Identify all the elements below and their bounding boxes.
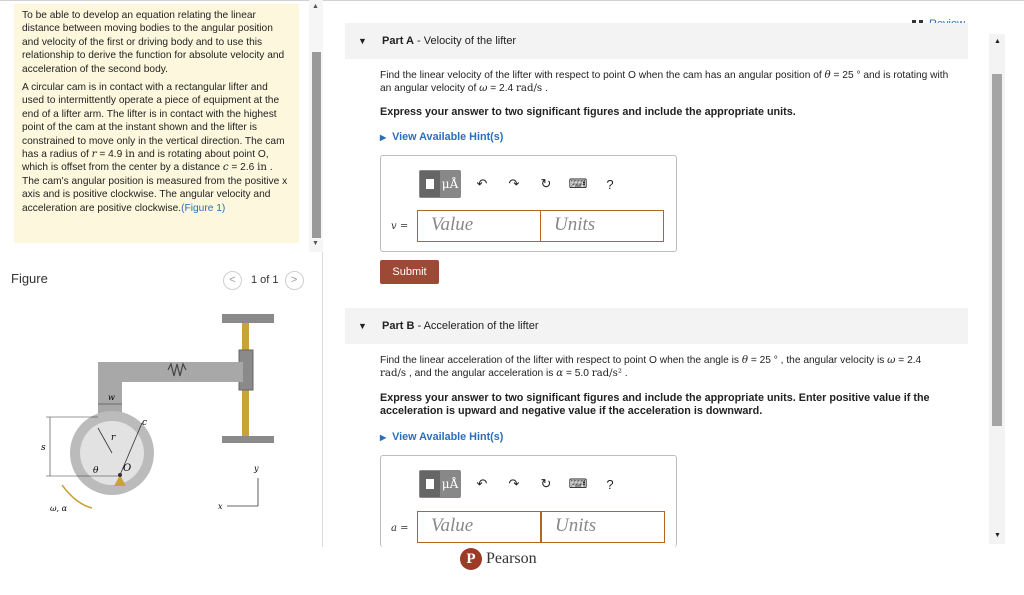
undo-icon[interactable]: ↶ bbox=[476, 476, 488, 491]
prev-figure-button[interactable]: < bbox=[223, 271, 242, 290]
templates-button[interactable]: μÅ bbox=[419, 470, 461, 498]
help-icon[interactable]: ? bbox=[606, 176, 614, 192]
templates-button[interactable]: μÅ bbox=[419, 170, 461, 198]
reset-icon[interactable]: ↻ bbox=[540, 476, 552, 491]
pearson-footer bbox=[460, 548, 537, 570]
acceleration-value-input[interactable]: Value bbox=[417, 511, 541, 543]
expand-triangle-icon: ▶ bbox=[380, 432, 387, 442]
pearson-logo-icon: P bbox=[460, 548, 482, 570]
intro-paragraph-2: A circular cam is in contact with a rectangular lifter and used to intermittently operate a piece of equipment at the end of a lifter arm. The lifter is in contact with the highest point of the cam at the instant shown and the lifter is constrained to move only in the vertical direction. The cam has a radius of r = 4.9 in and is rotating about point O, which is offset from the center by a distance c = 2.6 in . The cam's angular position is measured from the positive x axis and is positive clockwise. The angular velocity and acceleration are positive clockwise.(Figure 1) bbox=[22, 82, 288, 214]
part-b-instructions: Express your answer to two significant figures and include the appropriate units. Enter positive value if the acceleration is upward and negative value if the acceleration is downward. bbox=[380, 392, 930, 418]
cam-lifter-figure bbox=[32, 300, 282, 520]
problem-intro bbox=[14, 4, 299, 243]
collapse-caret-icon[interactable]: ▼ bbox=[358, 321, 367, 331]
scroll-up-icon[interactable]: ▲ bbox=[312, 3, 319, 10]
keyboard-icon[interactable]: ⌨ bbox=[568, 176, 588, 191]
acceleration-units-input[interactable]: Units bbox=[541, 511, 665, 543]
label-x: x bbox=[218, 502, 223, 511]
intro-scrollbar[interactable] bbox=[309, 0, 323, 252]
part-b-header[interactable]: ▼ Part B - Acceleration of the lifter bbox=[345, 308, 968, 344]
top-divider bbox=[0, 0, 1024, 1]
label-w: w bbox=[108, 393, 115, 402]
intro-paragraph-1: To be able to develop an equation relating the linear distance between moving bodies to the angular position and velocity of the first or driving body and to use this relationship to derive the function for absolute velocity and acceleration of the second body. bbox=[22, 10, 285, 75]
help-icon[interactable]: ? bbox=[606, 476, 614, 492]
bottom-guide bbox=[222, 436, 274, 443]
figure-link[interactable]: (Figure 1) bbox=[181, 202, 226, 214]
part-a-answer-box bbox=[380, 155, 677, 252]
label-c: c bbox=[142, 418, 148, 428]
scroll-up-icon[interactable]: ▲ bbox=[994, 38, 1001, 45]
pearson-brand: Pearson bbox=[486, 550, 537, 567]
scroll-down-icon[interactable]: ▼ bbox=[994, 532, 1001, 539]
undo-icon[interactable]: ↶ bbox=[476, 176, 488, 191]
velocity-units-input[interactable]: Units bbox=[540, 210, 664, 242]
label-O: O bbox=[123, 463, 132, 474]
main-scrollbar[interactable] bbox=[989, 34, 1005, 544]
part-b-question: Find the linear acceleration of the lifter with respect to point O when the angle is θ = 25 ° , the angular velocity is ω = 2.4 rad/s , and the angular acceleration is α = 5.0 rad/s² . bbox=[380, 355, 922, 380]
part-b-toolbar bbox=[419, 470, 631, 498]
redo-icon[interactable]: ↷ bbox=[508, 176, 520, 191]
label-omega-alpha: ω, α bbox=[50, 504, 68, 513]
part-a-question: Find the linear velocity of the lifter with respect to point O when the cam has an angular position of θ = 25 ° and is rotating with an angular velocity of ω = 2.4 rad/s . bbox=[380, 70, 949, 95]
part-a-hints-link[interactable]: ▶ View Available Hint(s) bbox=[380, 131, 504, 143]
lifter-body bbox=[98, 362, 122, 414]
velocity-variable-label: v = bbox=[391, 221, 409, 232]
scroll-down-icon[interactable]: ▼ bbox=[312, 240, 319, 247]
figure-page-count: 1 of 1 bbox=[251, 274, 279, 286]
label-r: r bbox=[111, 433, 116, 443]
keyboard-icon[interactable]: ⌨ bbox=[568, 476, 588, 491]
collapse-caret-icon[interactable]: ▼ bbox=[358, 36, 367, 46]
submit-button[interactable]: Submit bbox=[380, 260, 439, 284]
part-b-answer-box bbox=[380, 455, 677, 547]
reset-icon[interactable]: ↻ bbox=[540, 176, 552, 191]
label-s: s bbox=[41, 443, 46, 453]
acceleration-variable-label: a = bbox=[391, 523, 409, 534]
expand-triangle-icon: ▶ bbox=[380, 132, 387, 142]
velocity-value-input[interactable]: Value bbox=[417, 210, 541, 242]
pivot-point bbox=[118, 473, 122, 477]
redo-icon[interactable]: ↷ bbox=[508, 476, 520, 491]
label-theta: θ bbox=[93, 466, 99, 476]
part-a-header[interactable]: ▼ Part A - Velocity of the lifter bbox=[345, 23, 968, 59]
part-a-instructions: Express your answer to two significant figures and include the appropriate units. bbox=[380, 106, 796, 118]
panel-divider bbox=[322, 252, 323, 547]
label-y: y bbox=[254, 464, 259, 473]
main-scrollbar-thumb[interactable] bbox=[992, 74, 1002, 426]
figure-title: Figure bbox=[11, 271, 48, 286]
part-a-toolbar bbox=[419, 170, 631, 198]
next-figure-button[interactable]: > bbox=[285, 271, 304, 290]
intro-scrollbar-thumb[interactable] bbox=[312, 52, 321, 238]
figure-pager bbox=[223, 270, 304, 290]
part-b-hints-link[interactable]: ▶ View Available Hint(s) bbox=[380, 431, 504, 443]
top-guide bbox=[222, 314, 274, 323]
